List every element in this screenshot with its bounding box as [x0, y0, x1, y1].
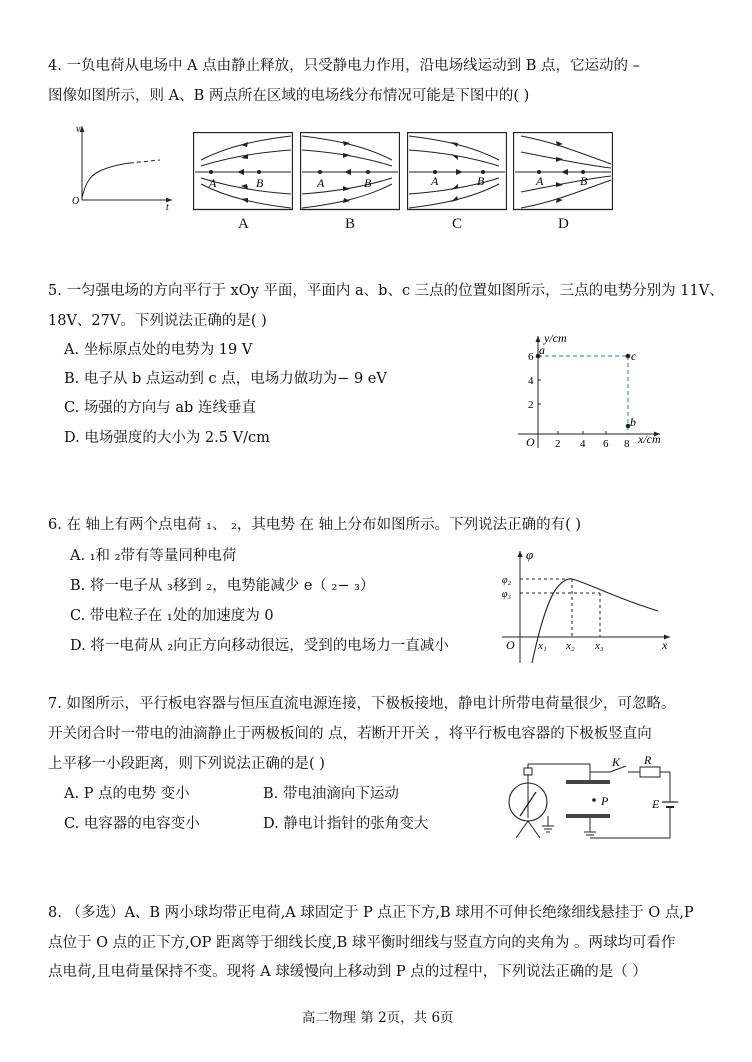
svg-text:a: a: [539, 343, 545, 357]
q4-panel-c-label: C: [452, 216, 463, 232]
svg-text:R: R: [644, 753, 652, 767]
q7-option-b: B. 带电油滴向下运动: [263, 786, 399, 802]
q7-circuit-diagram: [500, 752, 680, 852]
q6-option-a: A. ₁和 ₂带有等量同种电荷: [70, 548, 237, 564]
svg-text:O: O: [526, 435, 535, 449]
q8-stem-line1: 8. （多选）A、B 两小球均带正电荷,A 球固定于 P 点正下方,B 球用不可伸长绝缘细线悬挂于 O 点,P: [48, 905, 694, 921]
svg-text:A: A: [536, 174, 544, 188]
svg-text:6: 6: [603, 438, 609, 450]
svg-text:c: c: [631, 349, 637, 363]
q5-stem-line1: 5. 一匀强电场的方向平行于 xOy 平面，平面内 a、b、c 三点的位置如图所示，三点的电势分别为 11V、: [48, 283, 724, 299]
q4-panel-a: [193, 132, 293, 212]
q4-panel-b-label: B: [345, 216, 356, 232]
q4-panel-b: [300, 132, 400, 212]
q4-panel-d: [513, 132, 613, 212]
svg-text:6: 6: [528, 351, 534, 363]
svg-text:O: O: [506, 638, 515, 652]
svg-text:2: 2: [528, 399, 534, 411]
svg-text:b: b: [630, 415, 636, 429]
svg-text:E: E: [652, 797, 660, 811]
q7-stem-line2: 开关闭合时一带电的油滴静止于两极板间的 点，若断开开关 ，将平行板电容器的下极板竖直向: [48, 726, 652, 742]
svg-text:y/cm: y/cm: [544, 331, 567, 345]
svg-text:x/cm: x/cm: [638, 432, 661, 446]
q5-coordinate-graph: [510, 330, 680, 450]
q7-option-c: C. 电容器的电容变小: [64, 816, 200, 832]
svg-text:A: A: [317, 176, 325, 190]
q4-graph-xlabel: t: [166, 202, 169, 212]
svg-text:B: B: [477, 174, 485, 188]
q4-vt-graph: [68, 120, 176, 212]
q6-option-b: B. 将一电子从 ₃移到 ₂，电势能减少 e（ ₂− ₃）: [70, 578, 375, 594]
svg-text:K: K: [612, 755, 621, 769]
svg-text:x: x: [662, 638, 668, 652]
q5-option-c: C. 场强的方向与 ab 连线垂直: [64, 400, 256, 416]
q4-graph-ylabel: v: [76, 124, 81, 135]
svg-text:4: 4: [528, 375, 534, 387]
svg-text:x₂: x₂: [566, 640, 575, 652]
q7-stem-line3: 上平移一小段距离，则下列说法正确的是( ): [48, 756, 325, 772]
q6-option-d: D. 将一电荷从 ₂向正方向移动很远，受到的电场力一直减小: [70, 638, 449, 654]
q8-stem-line3: 点电荷,且电荷量保持不变。现将 A 球缓慢向上移动到 P 点的过程中，下列说法正确的是（ ）: [48, 964, 647, 980]
q6-option-c: C. 带电粒子在 ₁处的加速度为 0: [70, 608, 274, 624]
q4-graph-origin: O: [72, 196, 80, 207]
q5-stem-line2: 18V、27V。下列说法正确的是( ): [48, 313, 267, 329]
svg-text:B: B: [580, 174, 588, 188]
q5-option-b: B. 电子从 b 点运动到 c 点，电场力做功为− 9 eV: [64, 371, 387, 387]
q5-option-d: D. 电场强度的大小为 2.5 V/cm: [64, 430, 270, 446]
q4-stem-line1: 4. 一负电荷从电场中 A 点由静止释放，只受静电力作用，沿电场线运动到 B 点，它运动的 –: [48, 58, 640, 74]
svg-text:B: B: [364, 176, 372, 190]
q4-panel-d-label: D: [558, 216, 569, 232]
svg-text:φ₂: φ₂: [502, 575, 512, 586]
svg-text:x₃: x₃: [595, 640, 604, 652]
svg-text:φ₃: φ₃: [502, 589, 512, 600]
svg-text:A: A: [209, 176, 217, 190]
q4-panel-a-label: A: [238, 216, 249, 232]
svg-text:4: 4: [580, 438, 586, 450]
svg-text:x₁: x₁: [538, 640, 547, 652]
svg-text:8: 8: [624, 438, 630, 450]
q5-option-a: A. 坐标原点处的电势为 19 V: [64, 342, 253, 358]
page-footer: 高二物理 第 2页，共 6页: [302, 1010, 454, 1026]
svg-text:B: B: [256, 176, 264, 190]
svg-text:φ: φ: [526, 547, 534, 562]
q7-option-a: A. P 点的电势 变小: [64, 786, 190, 802]
q4-stem-line2: 图像如图所示，则 A、B 两点所在区域的电场线分布情况可能是下图中的( ): [48, 88, 530, 104]
svg-text:2: 2: [555, 438, 561, 450]
q6-potential-graph: [498, 545, 678, 667]
q7-stem-line1: 7. 如图所示，平行板电容器与恒压直流电源连接，下极板接地，静电计所带电荷量很少，可忽略。: [48, 696, 676, 712]
q8-stem-line2: 点位于 O 点的正下方,OP 距离等于细线长度,B 球平衡时细线与竖直方向的夹角为 。两球均可看作: [48, 935, 676, 951]
q6-stem-line1: 6. 在 轴上有两个点电荷 ₁、 ₂，其电势 在 轴上分布如图所示。下列说法正确的有( ): [48, 517, 582, 533]
q7-option-d: D. 静电计指针的张角变大: [263, 816, 429, 832]
q4-panel-c: [407, 132, 507, 212]
svg-text:P: P: [601, 794, 609, 808]
svg-text:A: A: [431, 174, 439, 188]
